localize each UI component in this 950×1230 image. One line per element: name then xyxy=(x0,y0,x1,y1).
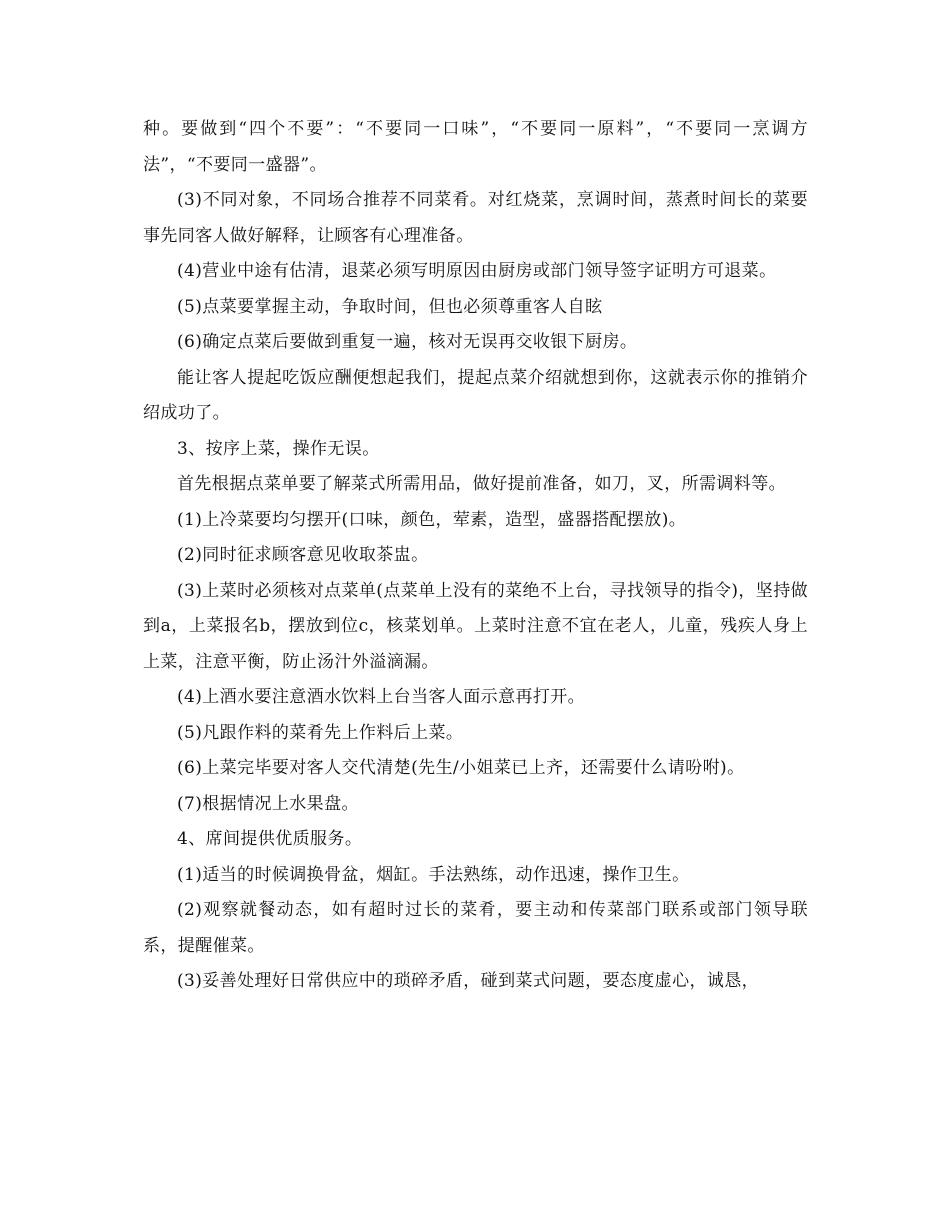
paragraph: (5)点菜要掌握主动，争取时间，但也必须尊重客人自眩 xyxy=(177,296,603,317)
paragraph: (2)观察就餐动态，如有超时过长的菜肴，要主动和传菜部门联系或部门领导联系，提醒催菜。 xyxy=(143,900,808,956)
paragraph: (1)上冷菜要均匀摆开(口味，颜色，荤素，造型，盛器搭配摆放)。 xyxy=(177,509,687,530)
paragraph: (4)营业中途有估清，退菜必须写明原因由厨房或部门领导签字证明方可退菜。 xyxy=(177,261,777,281)
document-body xyxy=(143,112,808,1000)
paragraph: (3)上菜时必须核对点菜单(点菜单上没有的菜绝不上台，寻找领导的指令)，坚持做到a，上菜报名b，摆放到位c，核菜划单。上菜时注意不宜在老人，儿童，残疾人身上上菜，注意平衡，防止汤汁外溢滴漏。 xyxy=(143,580,808,672)
paragraph: 种。要做到“四个不要”：“不要同一口味”，“不要同一原料”，“不要同一烹调方法”，“不要同一盛器”。 xyxy=(143,119,808,175)
section-heading: 3、按序上菜，操作无误。 xyxy=(177,438,380,459)
paragraph: (5)凡跟作料的菜肴先上作料后上菜。 xyxy=(177,722,464,743)
paragraph: (6)确定点菜后要做到重复一遍，核对无误再交收银下厨房。 xyxy=(177,332,638,352)
section-heading: 4、席间提供优质服务。 xyxy=(177,829,363,849)
paragraph: (2)同时征求顾客意见收取茶盅。 xyxy=(177,545,429,565)
paragraph: (7)根据情况上水果盘。 xyxy=(177,793,359,814)
paragraph: (6)上菜完毕要对客人交代清楚(先生/小姐菜已上齐，还需要什么请吩咐)。 xyxy=(177,758,745,778)
paragraph: (4)上酒水要注意酒水饮料上台当客人面示意再打开。 xyxy=(177,687,586,707)
paragraph: 首先根据点菜单要了解菜式所需用品，做好提前准备，如刀，叉，所需调料等。 xyxy=(177,474,786,494)
paragraph: (1)适当的时候调换骨盆，烟缸。手法熟练，动作迅速，操作卫生。 xyxy=(177,864,690,885)
paragraph: (3)不同对象，不同场合推荐不同菜肴。对红烧菜，烹调时间，蒸煮时间长的菜要事先同客人做好解释，让顾客有心理准备。 xyxy=(143,190,808,246)
paragraph: (3)妥善处理好日常供应中的琐碎矛盾，碰到菜式问题，要态度虚心，诚恳， xyxy=(177,971,760,991)
paragraph: 能让客人提起吃饭应酬便想起我们，提起点菜介绍就想到你，这就表示你的推销介绍成功了。 xyxy=(143,367,808,423)
